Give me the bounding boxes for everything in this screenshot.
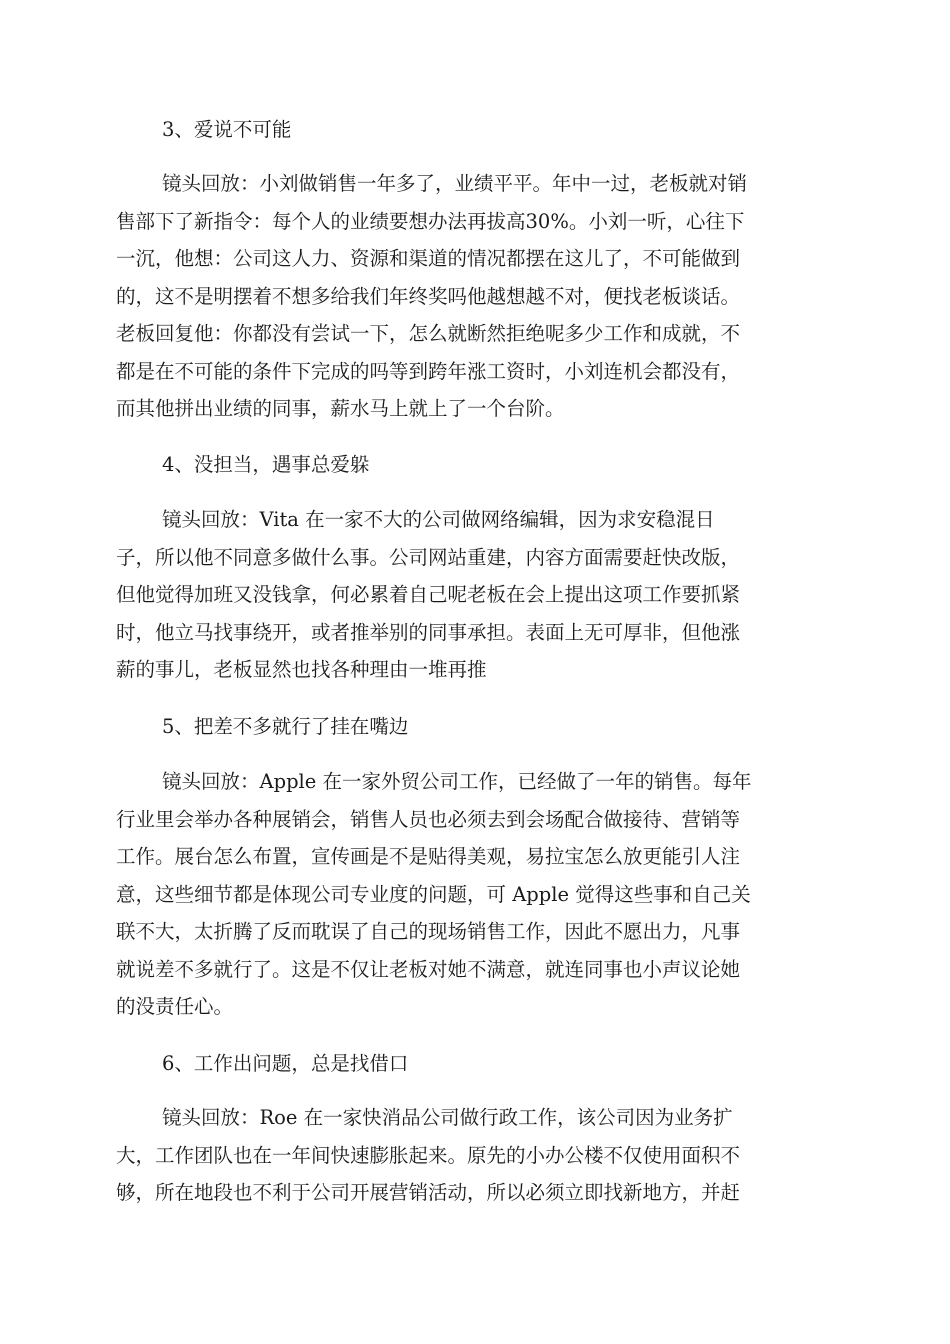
text-line: 意，这些细节都是体现公司专业度的问题，可 Apple 觉得这些事和自己关: [116, 882, 751, 906]
section-4-heading: 4、没担当，遇事总爱躲: [162, 453, 370, 476]
text-line: 镜头回放：Roe 在一家快消品公司做行政工作，该公司因为业务扩: [162, 1106, 733, 1129]
section-6-paragraph: [116, 1099, 834, 1212]
text-line: 而其他拼出业绩的同事，薪水马上就上了一个台阶。: [116, 397, 565, 420]
text-line: 子，所以他不同意多做什么事。公司网站重建，内容方面需要赶快改版，: [116, 545, 741, 569]
section-5-paragraph: [116, 763, 834, 1026]
text-line: 售部下了新指令：每个人的业绩要想办法再拔高30%。小刘一听，心往下: [116, 209, 745, 233]
section-3-heading: 3、爱说不可能: [162, 118, 292, 141]
section-3-paragraph: [116, 165, 834, 428]
text-line: 的没责任心。: [116, 995, 234, 1018]
text-line: 工作。展台怎么布置，宣传画是不是贴得美观，易拉宝怎么放更能引人注: [116, 845, 741, 868]
text-line: 够，所在地段也不利于公司开展营销活动，所以必须立即找新地方，并赶: [116, 1181, 741, 1204]
text-line: 镜头回放：小刘做销售一年多了，业绩平平。年中一过，老板就对销: [162, 172, 748, 195]
text-line: 镜头回放：Apple 在一家外贸公司工作，已经做了一年的销售。每年: [162, 770, 752, 793]
text-line: 都是在不可能的条件下完成的吗等到跨年涨工资时，小刘连机会都没有，: [116, 359, 741, 383]
text-line: 镜头回放：Vita 在一家不大的公司做网络编辑，因为求安稳混日: [162, 508, 715, 531]
text-line: 联不大，太折腾了反而耽误了自己的现场销售工作，因此不愿出力，凡事: [116, 920, 741, 943]
text-line: 但他觉得加班又没钱拿，何必累着自己呢老板在会上提出这项工作要抓紧: [116, 583, 741, 606]
section-6-heading: 6、工作出问题，总是找借口: [162, 1052, 409, 1075]
text-line: 行业里会举办各种展销会，销售人员也必须去到会场配合做接待、营销等: [116, 807, 741, 831]
text-line: 的，这不是明摆着不想多给我们年终奖吗他越想越不对，便找老板谈话。: [116, 284, 741, 308]
text-line: 时，他立马找事绕开，或者推举别的同事承担。表面上无可厚非，但他涨: [116, 620, 741, 644]
text-line: 一沉，他想：公司这人力、资源和渠道的情况都摆在这儿了，不可能做到: [116, 247, 741, 270]
text-line: 薪的事儿，老板显然也找各种理由一堆再推: [116, 658, 487, 681]
text-line: 大，工作团队也在一年间快速膨胀起来。原先的小办公楼不仅使用面积不: [116, 1143, 741, 1167]
text-line: 老板回复他：你都没有尝试一下，怎么就断然拒绝呢多少工作和成就，不: [116, 322, 741, 345]
section-4-paragraph: [116, 501, 834, 689]
section-5-heading: 5、把差不多就行了挂在嘴边: [162, 715, 409, 738]
text-line: 就说差不多就行了。这是不仅让老板对她不满意，就连同事也小声议论她: [116, 957, 741, 981]
